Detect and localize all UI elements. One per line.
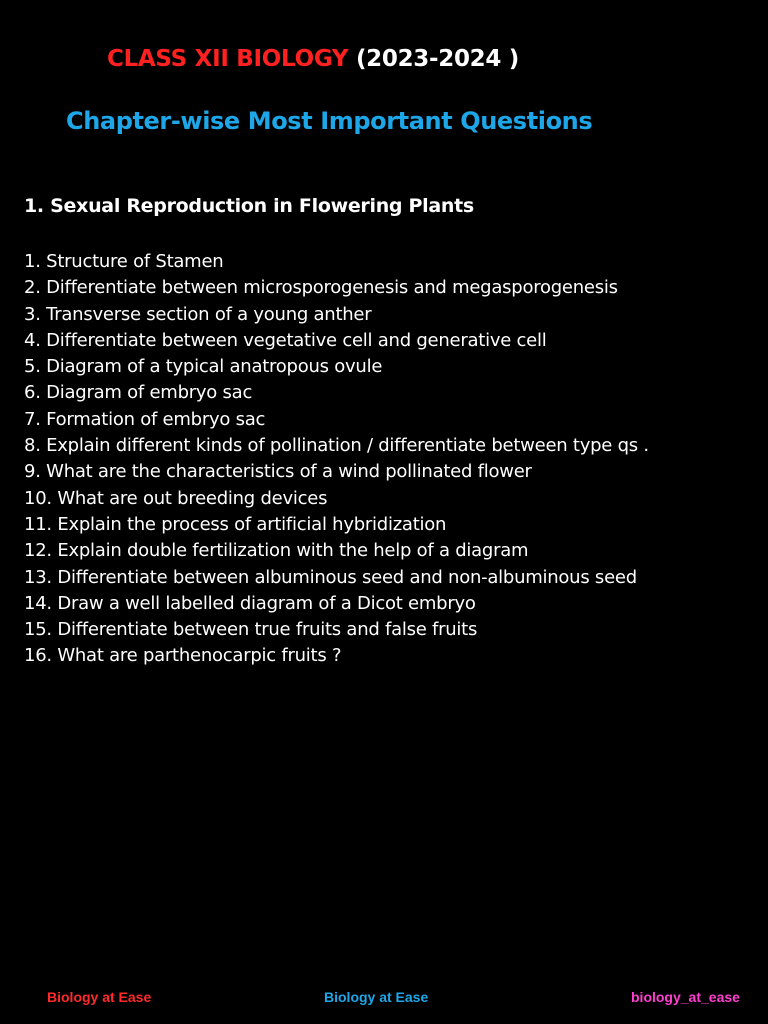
question-item: 4. Differentiate between vegetative cell and generative cell <box>24 329 547 351</box>
footer-brand-left: Biology at Ease <box>47 989 152 1005</box>
question-item: 3. Transverse section of a young anther <box>24 303 372 325</box>
footer-handle-right: biology_at_ease <box>631 989 740 1005</box>
question-item: 14. Draw a well labelled diagram of a Dicot embryo <box>24 592 476 614</box>
footer-brand-center: Biology at Ease <box>324 989 429 1005</box>
question-item: 13. Differentiate between albuminous seed and non-albuminous seed <box>24 566 637 588</box>
question-item: 12. Explain double fertilization with the help of a diagram <box>24 540 529 562</box>
question-item: 8. Explain different kinds of pollination / differentiate between type qs . <box>24 435 649 457</box>
question-item: 9. What are the characteristics of a wind pollinated flower <box>24 461 532 483</box>
question-list <box>24 249 649 670</box>
title-year: (2023-2024 ) <box>348 46 519 72</box>
title-class-subject: CLASS XII BIOLOGY <box>107 46 349 72</box>
question-item: 5. Diagram of a typical anatropous ovule <box>24 356 383 378</box>
question-item: 16. What are parthenocarpic fruits ? <box>24 645 342 667</box>
question-item: 7. Formation of embryo sac <box>24 408 266 430</box>
question-item: 2. Differentiate between microsporogenesis and megasporogenesis <box>24 277 618 299</box>
question-item: 1. Structure of Stamen <box>24 251 224 272</box>
question-item: 15. Differentiate between true fruits and false fruits <box>24 619 478 641</box>
chapter-heading: 1. Sexual Reproduction in Flowering Plants <box>24 195 474 217</box>
question-item: 11. Explain the process of artificial hybridization <box>24 513 447 535</box>
page-subtitle: Chapter-wise Most Important Questions <box>66 107 593 135</box>
page-title <box>107 46 519 72</box>
question-item: 6. Diagram of embryo sac <box>24 382 253 404</box>
question-item: 10. What are out breeding devices <box>24 487 328 509</box>
